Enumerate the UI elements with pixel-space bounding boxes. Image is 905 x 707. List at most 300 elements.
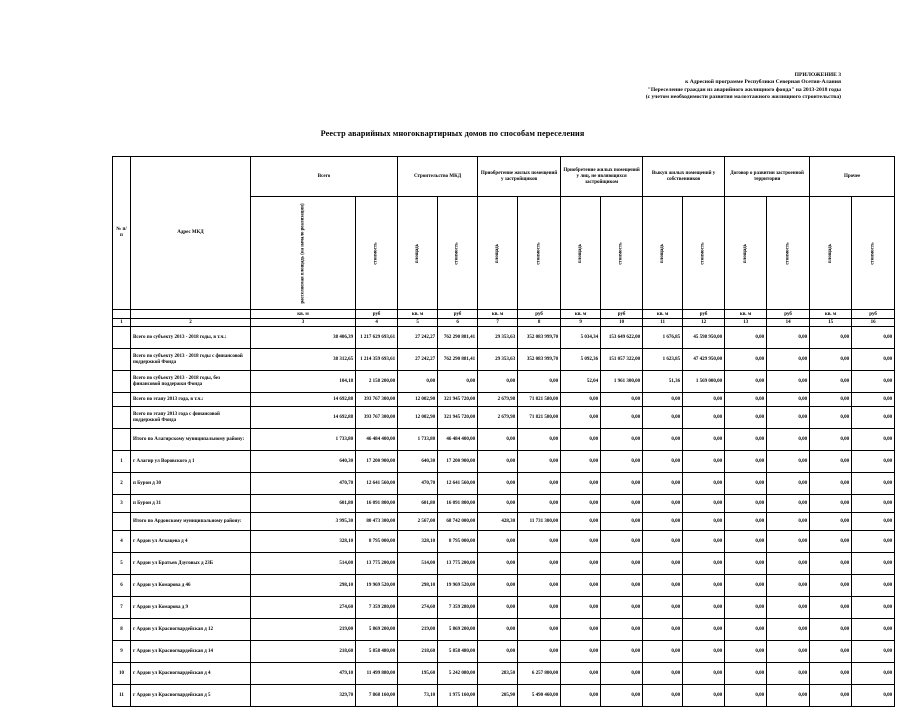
value-cell: 0,00 bbox=[518, 619, 561, 641]
value-cell: 0,00 bbox=[810, 619, 852, 641]
units-cell: руб bbox=[438, 310, 478, 319]
value-cell: 5 858 480,00 bbox=[356, 641, 398, 663]
value-cell: 0,00 bbox=[683, 531, 725, 553]
value-cell: 0,00 bbox=[478, 451, 518, 473]
column-number-cell: 15 bbox=[810, 319, 852, 327]
value-cell: 0,00 bbox=[810, 327, 852, 349]
subheader-cost: стоимость bbox=[767, 197, 810, 310]
appendix-line: к Адресной программе Республики Северная Осетия-Алания bbox=[685, 79, 841, 86]
value-cell: 11 731 300,00 bbox=[518, 513, 561, 531]
table-row bbox=[113, 685, 895, 707]
units-cell: кв. м bbox=[478, 310, 518, 319]
value-cell: 1 214 359 693,61 bbox=[356, 349, 398, 371]
value-cell: 640,30 bbox=[251, 451, 356, 473]
units-cell: кв. м bbox=[643, 310, 683, 319]
row-number: 9 bbox=[113, 641, 131, 663]
value-cell: 27 242,27 bbox=[398, 349, 438, 371]
value-cell: 151 057 322,00 bbox=[601, 349, 643, 371]
value-cell: 0,00 bbox=[561, 429, 601, 451]
value-cell: 0,00 bbox=[767, 371, 810, 393]
units-cell bbox=[131, 310, 251, 319]
value-cell: 46 484 400,00 bbox=[356, 429, 398, 451]
value-cell: 0,00 bbox=[561, 451, 601, 473]
value-cell: 601,80 bbox=[398, 495, 438, 513]
value-cell: 0,00 bbox=[852, 495, 895, 513]
column-number-cell: 11 bbox=[643, 319, 683, 327]
value-cell: 0,00 bbox=[725, 641, 767, 663]
value-cell: 0,00 bbox=[601, 429, 643, 451]
value-cell: 6 257 800,00 bbox=[518, 663, 561, 685]
value-cell: 0,00 bbox=[601, 393, 643, 407]
value-cell: 1 676,85 bbox=[643, 327, 683, 349]
value-cell: 0,00 bbox=[810, 597, 852, 619]
row-number bbox=[113, 371, 131, 393]
value-cell: 0,00 bbox=[478, 619, 518, 641]
table-row bbox=[113, 553, 895, 575]
column-number-cell: 10 bbox=[601, 319, 643, 327]
value-cell: 46 484 400,00 bbox=[438, 429, 478, 451]
value-cell: 0,00 bbox=[518, 451, 561, 473]
value-cell: 5 869 200,00 bbox=[438, 619, 478, 641]
value-cell: 0,00 bbox=[767, 575, 810, 597]
value-cell: 0,00 bbox=[518, 553, 561, 575]
value-cell: 0,00 bbox=[852, 619, 895, 641]
units-cell: руб bbox=[601, 310, 643, 319]
value-cell: 0,00 bbox=[601, 495, 643, 513]
table-row bbox=[113, 371, 895, 393]
subheader-cost: стоимость bbox=[852, 197, 895, 310]
row-number bbox=[113, 327, 131, 349]
value-cell: 0,00 bbox=[518, 641, 561, 663]
value-cell: 0,00 bbox=[438, 371, 478, 393]
value-cell: 514,00 bbox=[398, 553, 438, 575]
units-cell: руб bbox=[852, 310, 895, 319]
column-number-cell: 6 bbox=[438, 319, 478, 327]
value-cell: 0,00 bbox=[767, 407, 810, 429]
subheader-cost: стоимость bbox=[683, 197, 725, 310]
value-cell: 0,00 bbox=[767, 393, 810, 407]
table-row bbox=[113, 349, 895, 371]
value-cell: 0,00 bbox=[643, 495, 683, 513]
value-cell: 0,00 bbox=[810, 641, 852, 663]
value-cell: 0,00 bbox=[852, 685, 895, 707]
value-cell: 0,00 bbox=[518, 473, 561, 495]
value-cell: 1 217 629 693,61 bbox=[356, 327, 398, 349]
value-cell: 514,00 bbox=[251, 553, 356, 575]
value-cell: 0,00 bbox=[683, 663, 725, 685]
registry-table bbox=[112, 156, 895, 707]
value-cell: 0,00 bbox=[725, 393, 767, 407]
row-address: г Ардон ул Комарова д 46 bbox=[131, 575, 251, 597]
value-cell: 0,00 bbox=[725, 553, 767, 575]
row-address: Итого по Ардонскому муниципальному району: bbox=[131, 513, 251, 531]
value-cell: 0,00 bbox=[601, 451, 643, 473]
value-cell: 12 641 560,00 bbox=[356, 473, 398, 495]
value-cell: 12 002,90 bbox=[398, 407, 438, 429]
value-cell: 19 969 520,00 bbox=[356, 575, 398, 597]
value-cell: 0,00 bbox=[643, 473, 683, 495]
value-cell: 0,00 bbox=[478, 429, 518, 451]
value-cell: 0,00 bbox=[561, 575, 601, 597]
appendix-line: "Переселение граждан из аварийного жилищного фонда" на 2013-2018 годы bbox=[647, 86, 841, 93]
value-cell: 0,00 bbox=[643, 575, 683, 597]
value-cell: 0,00 bbox=[561, 663, 601, 685]
value-cell: 1 961 300,00 bbox=[601, 371, 643, 393]
value-cell: 0,00 bbox=[478, 371, 518, 393]
row-number bbox=[113, 429, 131, 451]
subheader-total-area: расселяемая площадь (на начало реализации) bbox=[251, 197, 356, 310]
value-cell: 0,00 bbox=[561, 641, 601, 663]
value-cell: 0,00 bbox=[561, 619, 601, 641]
value-cell: 0,00 bbox=[601, 531, 643, 553]
row-number bbox=[113, 349, 131, 371]
table-row bbox=[113, 663, 895, 685]
row-address: Всего по субъекту 2013 - 2018 годы, без финансовой поддержки Фонда bbox=[131, 371, 251, 393]
group-header-other: Прочее bbox=[810, 157, 895, 197]
subheader-area: площадь bbox=[725, 197, 767, 310]
value-cell: 0,00 bbox=[683, 407, 725, 429]
value-cell: 0,00 bbox=[852, 641, 895, 663]
value-cell: 73,10 bbox=[398, 685, 438, 707]
value-cell: 0,00 bbox=[725, 451, 767, 473]
value-cell: 71 821 580,00 bbox=[518, 407, 561, 429]
value-cell: 13 775 200,00 bbox=[438, 553, 478, 575]
value-cell: 0,00 bbox=[725, 407, 767, 429]
value-cell: 0,00 bbox=[643, 663, 683, 685]
value-cell: 274,60 bbox=[251, 597, 356, 619]
value-cell: 0,00 bbox=[683, 597, 725, 619]
value-cell: 14 692,88 bbox=[251, 407, 356, 429]
value-cell: 0,00 bbox=[725, 619, 767, 641]
value-cell: 29 353,63 bbox=[478, 349, 518, 371]
value-cell: 0,00 bbox=[767, 663, 810, 685]
value-cell: 0,00 bbox=[478, 575, 518, 597]
table-row bbox=[113, 641, 895, 663]
value-cell: 0,00 bbox=[810, 429, 852, 451]
value-cell: 5 034,34 bbox=[561, 327, 601, 349]
value-cell: 0,00 bbox=[601, 641, 643, 663]
value-cell: 0,00 bbox=[810, 371, 852, 393]
column-number-cell: 13 bbox=[725, 319, 767, 327]
value-cell: 0,00 bbox=[643, 393, 683, 407]
value-cell: 0,00 bbox=[810, 663, 852, 685]
subheader-area: площадь bbox=[398, 197, 438, 310]
value-cell: 0,00 bbox=[852, 371, 895, 393]
row-address: п Бурон д 30 bbox=[131, 473, 251, 495]
row-address: г Ардон ул Красногвардейская д 14 bbox=[131, 641, 251, 663]
units-cell: кв. м bbox=[561, 310, 601, 319]
value-cell: 0,00 bbox=[643, 619, 683, 641]
table-row bbox=[113, 451, 895, 473]
value-cell: 0,00 bbox=[810, 393, 852, 407]
value-cell: 27 242,27 bbox=[398, 327, 438, 349]
value-cell: 352 083 999,70 bbox=[518, 349, 561, 371]
value-cell: 0,00 bbox=[601, 575, 643, 597]
value-cell: 283,50 bbox=[478, 663, 518, 685]
subheader-area: площадь bbox=[810, 197, 852, 310]
value-cell: 329,70 bbox=[251, 685, 356, 707]
value-cell: 428,30 bbox=[478, 513, 518, 531]
row-number: 10 bbox=[113, 663, 131, 685]
value-cell: 0,00 bbox=[478, 597, 518, 619]
value-cell: 0,00 bbox=[852, 451, 895, 473]
value-cell: 0,00 bbox=[725, 575, 767, 597]
value-cell: 0,00 bbox=[683, 641, 725, 663]
value-cell: 195,60 bbox=[398, 663, 438, 685]
group-header-construction: Строительство МКД bbox=[398, 157, 478, 197]
value-cell: 0,00 bbox=[810, 553, 852, 575]
value-cell: 0,00 bbox=[852, 429, 895, 451]
value-cell: 0,00 bbox=[683, 575, 725, 597]
value-cell: 16 091 800,00 bbox=[356, 495, 398, 513]
value-cell: 0,00 bbox=[767, 597, 810, 619]
value-cell: 0,00 bbox=[725, 597, 767, 619]
value-cell: 274,60 bbox=[398, 597, 438, 619]
value-cell: 0,00 bbox=[561, 553, 601, 575]
value-cell: 0,00 bbox=[643, 531, 683, 553]
row-address: г Алагир ул Воровского д 1 bbox=[131, 451, 251, 473]
value-cell: 0,00 bbox=[852, 663, 895, 685]
value-cell: 0,00 bbox=[810, 575, 852, 597]
value-cell: 0,00 bbox=[767, 685, 810, 707]
value-cell: 0,00 bbox=[725, 429, 767, 451]
value-cell: 0,00 bbox=[810, 685, 852, 707]
row-number: 1 bbox=[113, 451, 131, 473]
value-cell: 0,00 bbox=[810, 451, 852, 473]
row-address: Всего по субъекту 2013 - 2018 годы, в т.ч.: bbox=[131, 327, 251, 349]
subheader-cost: стоимость bbox=[518, 197, 561, 310]
value-cell: 0,00 bbox=[601, 685, 643, 707]
value-cell: 0,00 bbox=[601, 513, 643, 531]
units-cell: кв. м bbox=[810, 310, 852, 319]
appendix-line: (с учетом необходимости развития малоэтажного жилищного строительства) bbox=[645, 94, 841, 101]
row-number bbox=[113, 407, 131, 429]
value-cell: 16 091 800,00 bbox=[438, 495, 478, 513]
value-cell: 298,10 bbox=[251, 575, 356, 597]
value-cell: 0,00 bbox=[683, 393, 725, 407]
value-cell: 0,00 bbox=[725, 531, 767, 553]
value-cell: 0,00 bbox=[643, 597, 683, 619]
column-number-cell: 4 bbox=[356, 319, 398, 327]
value-cell: 0,00 bbox=[601, 407, 643, 429]
value-cell: 0,00 bbox=[767, 451, 810, 473]
value-cell: 0,00 bbox=[725, 371, 767, 393]
value-cell: 0,00 bbox=[561, 393, 601, 407]
value-cell: 0,00 bbox=[561, 407, 601, 429]
value-cell: 12 641 560,00 bbox=[438, 473, 478, 495]
value-cell: 68 742 000,00 bbox=[438, 513, 478, 531]
value-cell: 0,00 bbox=[683, 685, 725, 707]
value-cell: 0,00 bbox=[518, 597, 561, 619]
row-address: г Ардон ул Красногвардейская д 5 bbox=[131, 685, 251, 707]
value-cell: 7 359 280,00 bbox=[438, 597, 478, 619]
value-cell: 104,18 bbox=[251, 371, 356, 393]
value-cell: 0,00 bbox=[561, 531, 601, 553]
value-cell: 17 200 900,00 bbox=[356, 451, 398, 473]
value-cell: 0,00 bbox=[518, 531, 561, 553]
value-cell: 13 775 200,00 bbox=[356, 553, 398, 575]
value-cell: 762 290 881,41 bbox=[438, 349, 478, 371]
value-cell: 762 290 881,41 bbox=[438, 327, 478, 349]
value-cell: 45 598 950,00 bbox=[683, 327, 725, 349]
value-cell: 0,00 bbox=[852, 393, 895, 407]
row-number: 11 bbox=[113, 685, 131, 707]
value-cell: 1 733,80 bbox=[251, 429, 356, 451]
appendix-header bbox=[541, 72, 841, 102]
units-cell: руб bbox=[356, 310, 398, 319]
value-cell: 29 353,63 bbox=[478, 327, 518, 349]
value-cell: 1 975 160,00 bbox=[438, 685, 478, 707]
value-cell: 0,00 bbox=[478, 641, 518, 663]
appendix-line: ПРИЛОЖЕНИЕ 3 bbox=[794, 72, 841, 78]
column-number-cell: 8 bbox=[518, 319, 561, 327]
value-cell: 0,00 bbox=[643, 451, 683, 473]
value-cell: 0,00 bbox=[725, 663, 767, 685]
value-cell: 0,00 bbox=[852, 349, 895, 371]
value-cell: 1 733,80 bbox=[398, 429, 438, 451]
value-cell: 219,00 bbox=[398, 619, 438, 641]
col-address-header: Адрес МКД bbox=[131, 157, 251, 310]
value-cell: 2 158 200,00 bbox=[356, 371, 398, 393]
value-cell: 2 679,98 bbox=[478, 393, 518, 407]
value-cell: 0,00 bbox=[643, 407, 683, 429]
value-cell: 0,00 bbox=[683, 473, 725, 495]
value-cell: 0,00 bbox=[767, 495, 810, 513]
value-cell: 1 569 000,00 bbox=[683, 371, 725, 393]
row-address: г Ардон ул Красногвардейская д 12 bbox=[131, 619, 251, 641]
value-cell: 47 429 950,00 bbox=[683, 349, 725, 371]
value-cell: 0,00 bbox=[601, 663, 643, 685]
value-cell: 11 499 880,00 bbox=[356, 663, 398, 685]
row-address: Итого по Алагирскому муниципальному району: bbox=[131, 429, 251, 451]
value-cell: 218,60 bbox=[251, 641, 356, 663]
value-cell: 0,00 bbox=[683, 495, 725, 513]
row-number: 3 bbox=[113, 495, 131, 513]
column-number-cell: 5 bbox=[398, 319, 438, 327]
subheader-cost: стоимость bbox=[356, 197, 398, 310]
value-cell: 0,00 bbox=[852, 513, 895, 531]
value-cell: 0,00 bbox=[810, 473, 852, 495]
value-cell: 0,00 bbox=[767, 429, 810, 451]
value-cell: 0,00 bbox=[767, 327, 810, 349]
row-number: 7 bbox=[113, 597, 131, 619]
table-row bbox=[113, 327, 895, 349]
value-cell: 17 200 900,00 bbox=[438, 451, 478, 473]
column-number-cell: 7 bbox=[478, 319, 518, 327]
column-number-cell: 3 bbox=[251, 319, 356, 327]
value-cell: 0,00 bbox=[810, 349, 852, 371]
value-cell: 19 969 520,00 bbox=[438, 575, 478, 597]
value-cell: 0,00 bbox=[561, 495, 601, 513]
value-cell: 470,70 bbox=[251, 473, 356, 495]
value-cell: 12 002,90 bbox=[398, 393, 438, 407]
row-number bbox=[113, 513, 131, 531]
row-address: г Ардон ул Братьев Дзуговых д 23Б bbox=[131, 553, 251, 575]
column-number-cell: 12 bbox=[683, 319, 725, 327]
value-cell: 0,00 bbox=[810, 495, 852, 513]
value-cell: 0,00 bbox=[643, 553, 683, 575]
row-number bbox=[113, 393, 131, 407]
value-cell: 0,00 bbox=[643, 685, 683, 707]
value-cell: 0,00 bbox=[683, 619, 725, 641]
value-cell: 5 490 460,00 bbox=[518, 685, 561, 707]
value-cell: 0,00 bbox=[643, 641, 683, 663]
table-row bbox=[113, 513, 895, 531]
value-cell: 0,00 bbox=[683, 429, 725, 451]
document-title: Реестр аварийных многоквартирных домов по способам переселения bbox=[320, 129, 585, 138]
column-number-cell: 16 bbox=[852, 319, 895, 327]
units-cell: руб bbox=[767, 310, 810, 319]
value-cell: 5 242 080,00 bbox=[438, 663, 478, 685]
table-row bbox=[113, 531, 895, 553]
row-address: г Ардон ул Агкацева д 4 bbox=[131, 531, 251, 553]
value-cell: 7 868 160,00 bbox=[356, 685, 398, 707]
value-cell: 321 945 720,00 bbox=[438, 393, 478, 407]
value-cell: 0,00 bbox=[643, 429, 683, 451]
value-cell: 0,00 bbox=[725, 349, 767, 371]
row-number: 6 bbox=[113, 575, 131, 597]
value-cell: 0,00 bbox=[725, 495, 767, 513]
value-cell: 0,00 bbox=[478, 553, 518, 575]
value-cell: 8 795 000,00 bbox=[438, 531, 478, 553]
value-cell: 51,36 bbox=[643, 371, 683, 393]
value-cell: 1 623,85 bbox=[643, 349, 683, 371]
value-cell: 298,10 bbox=[398, 575, 438, 597]
row-address: г Ардон ул Красногвардейская д 4 bbox=[131, 663, 251, 685]
value-cell: 328,10 bbox=[398, 531, 438, 553]
value-cell: 0,00 bbox=[561, 685, 601, 707]
value-cell: 0,00 bbox=[852, 473, 895, 495]
value-cell: 0,00 bbox=[725, 327, 767, 349]
value-cell: 153 649 622,00 bbox=[601, 327, 643, 349]
value-cell: 0,00 bbox=[725, 685, 767, 707]
column-number-cell: 2 bbox=[131, 319, 251, 327]
value-cell: 0,00 bbox=[478, 495, 518, 513]
group-header-buyout: Выкуп жилых помещений у собственников bbox=[643, 157, 725, 197]
value-cell: 2 679,98 bbox=[478, 407, 518, 429]
value-cell: 0,00 bbox=[767, 641, 810, 663]
value-cell: 0,00 bbox=[398, 371, 438, 393]
value-cell: 0,00 bbox=[767, 553, 810, 575]
subheader-cost: стоимость bbox=[601, 197, 643, 310]
value-cell: 205,90 bbox=[478, 685, 518, 707]
value-cell: 218,60 bbox=[398, 641, 438, 663]
value-cell: 640,30 bbox=[398, 451, 438, 473]
value-cell: 0,00 bbox=[767, 473, 810, 495]
row-address: Всего по этапу 2013 года, в т.ч.: bbox=[131, 393, 251, 407]
value-cell: 38 312,65 bbox=[251, 349, 356, 371]
value-cell: 321 945 720,00 bbox=[438, 407, 478, 429]
value-cell: 0,00 bbox=[561, 513, 601, 531]
value-cell: 38 406,39 bbox=[251, 327, 356, 349]
value-cell: 0,00 bbox=[643, 513, 683, 531]
value-cell: 0,00 bbox=[725, 513, 767, 531]
value-cell: 0,00 bbox=[852, 597, 895, 619]
column-number-cell: 14 bbox=[767, 319, 810, 327]
value-cell: 0,00 bbox=[683, 553, 725, 575]
value-cell: 0,00 bbox=[518, 495, 561, 513]
value-cell: 0,00 bbox=[810, 513, 852, 531]
value-cell: 219,00 bbox=[251, 619, 356, 641]
value-cell: 470,70 bbox=[398, 473, 438, 495]
value-cell: 2 567,00 bbox=[398, 513, 438, 531]
value-cell: 0,00 bbox=[561, 597, 601, 619]
value-cell: 0,00 bbox=[478, 473, 518, 495]
value-cell: 352 083 999,70 bbox=[518, 327, 561, 349]
value-cell: 0,00 bbox=[601, 619, 643, 641]
subheader-cost: стоимость bbox=[438, 197, 478, 310]
value-cell: 5 858 480,00 bbox=[438, 641, 478, 663]
